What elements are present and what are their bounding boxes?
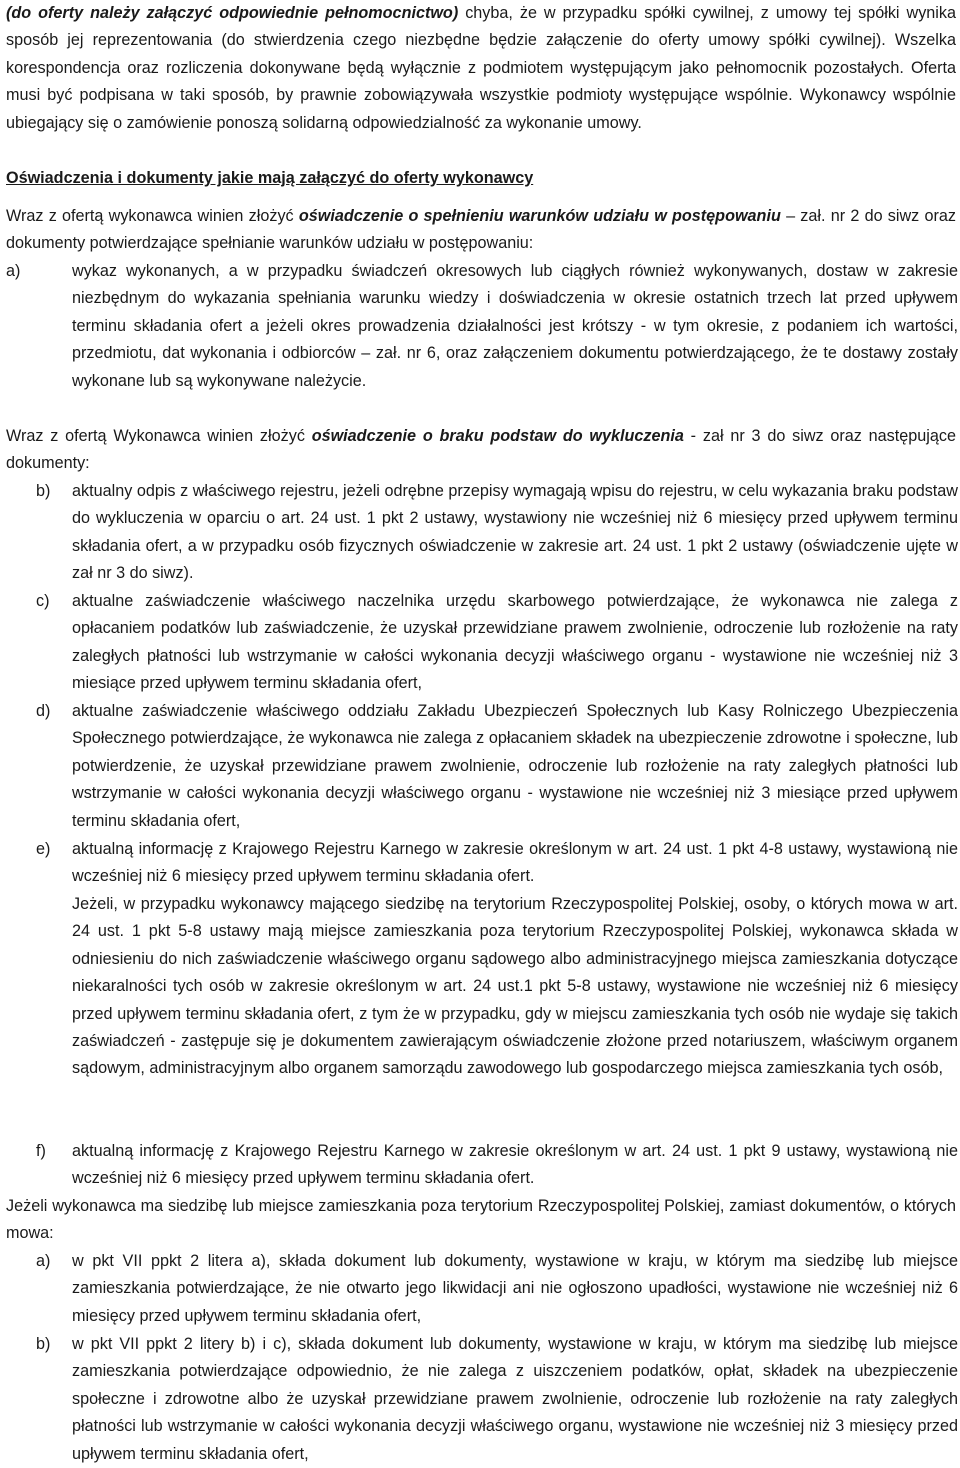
paragraph-conditions bbox=[6, 203, 956, 258]
list-marker-a2: a) bbox=[36, 1252, 51, 1270]
list-marker-a: a) bbox=[6, 262, 21, 280]
paragraph-conditions-emph: oświadczenie o spełnieniu warunków udziału w postępowaniu bbox=[298, 207, 781, 225]
paragraph-conditions-post: – zał. nr 2 do siwz oraz dokumenty potwierdzające spełnianie warunków udziału w postępowaniu: bbox=[6, 207, 956, 253]
list-note-e: Jeżeli, w przypadku wykonawcy mającego siedzibę na terytorium Rzeczypospolitej Polskiej, osoby, o których mowa w art. 24 ust. 1 pkt 5-8 ustawy mają miejsce zamieszkania poza terytorium Rzeczypospolitej Polskiej, wykonawca składa w odniesieniu do nich zaświadczenie właściwego organu sądowego albo administracyjnego miejsca zamieszkania dotyczące niekaralności tych osób w zakresie określonym w art. 24 ust.1 pkt 5-8 ustawy, wystawione nie wcześniej niż 6 miesięcy przed upływem terminu składania ofert, z tym że w przypadku, gdy w miejscu zamieszkania tych osób nie wydaje się takich zaświadczeń - zastępuje się je dokumentem zawierającym oświadczenie złożone przed notariuszem, właściwym organem sądowym, administracyjnym albo organem samorządu zawodowego lub gospodarczego miejsca zamieszkania tych osób, bbox=[72, 895, 958, 1078]
list-marker-b2: b) bbox=[36, 1335, 51, 1353]
paragraph-exclusion-post: - zał nr 3 do siwz oraz następujące dokumenty: bbox=[6, 427, 956, 473]
list-text-b: aktualny odpis z właściwego rejestru, jeżeli odrębne przepisy wymagają wpisu do rejestru, w celu wykazania braku podstaw do wykluczenia w oparciu o art. 24 ust. 1 pkt 2 ustawy, wystawiony nie wcześniej niż 6 miesięcy przed upływem terminu składania ofert, a w przypadku osób fizycznych oświadczenie w zakresie art. 24 ust. 1 pkt 2 ustawy (oświadczenie ujęte w zał nr 3 do siwz). bbox=[72, 482, 958, 583]
paragraph-exclusion-emph: oświadczenie o braku podstaw do wykluczenia bbox=[311, 427, 684, 445]
list-text-f: aktualną informację z Krajowego Rejestru Karnego w zakresie określonym w art. 24 ust. 1 pkt 9 ustawy, wystawioną nie wcześniej niż 6 miesięcy przed upływem terminu składania ofert. bbox=[72, 1142, 958, 1188]
paragraph-consortium-text: chyba, że w przypadku spółki cywilnej, z umowy tej spółki wynika sposób jej reprezentowania (do stwierdzenia czego niezbędne będzie załączenie do oferty umowy spółki cywilnej). Wszelka korespondencja oraz rozliczenia dokonywane będą wyłącznie z podmiotem występującym jako pełnomocnik pozostałych. Oferta musi być podpisana w taki sposób, by prawnie zobowiązywała wszystkie podmioty występujące wspólnie. Wykonawcy wspólnie ubiegający się o zamówienie ponoszą solidarną odpowiedzialność za wykonanie umowy. bbox=[6, 4, 956, 132]
paragraph-conditions-pre: Wraz z ofertą wykonawca winien złożyć bbox=[6, 207, 299, 225]
list-marker-c: c) bbox=[36, 592, 50, 610]
paragraph-exclusion-pre: Wraz z ofertą Wykonawca winien złożyć bbox=[6, 427, 312, 445]
list-text-a2: w pkt VII ppkt 2 litera a), składa dokument lub dokumenty, wystawione w kraju, w którym ma siedzibę lub miejsce zamieszkania potwierdzające, że nie otwarto jego likwidacji ani nie ogłoszono upadłości, wystawione nie wcześniej niż 6 miesięcy przed upływem terminu składania ofert, bbox=[72, 1252, 958, 1325]
list-text-d: aktualne zaświadczenie właściwego oddziału Zakładu Ubezpieczeń Społecznych lub Kasy Rolniczego Ubezpieczenia Społecznego potwierdzające, że wykonawca nie zalega z opłacaniem składek na ubezpieczenie zdrowotne i społeczne, lub potwierdzenie, że uzyskał przewidziane prawem zwolnienie, odroczenie lub rozłożenie na raty zaległych płatności lub wstrzymanie w całości wykonania decyzji właściwego organu - wystawione nie wcześniej niż 3 miesiące przed upływem terminu składania ofert, bbox=[72, 702, 958, 830]
list-text-c: aktualne zaświadczenie właściwego naczelnika urzędu skarbowego potwierdzające, że wykonawca nie zalega z opłacaniem podatków lub zaświadczenie, że uzyskał przewidziane prawem zwolnienie, odroczenie lub rozłożenie na raty zaległych płatności lub wstrzymanie w całości wykonania decyzji właściwego organu - wystawione nie wcześniej niż 3 miesiące przed upływem terminu składania ofert, bbox=[72, 592, 958, 693]
list-text-e: aktualną informację z Krajowego Rejestru Karnego w zakresie określonym w art. 24 ust. 1 pkt 4-8 ustawy, wystawioną nie wcześniej niż 6 miesięcy przed upływem terminu składania ofert. bbox=[72, 840, 958, 886]
section-heading: Oświadczenia i dokumenty jakie mają załączyć do oferty wykonawcy bbox=[6, 169, 534, 187]
list-marker-e: e) bbox=[36, 840, 51, 858]
list-text-a: wykaz wykonanych, a w przypadku świadczeń okresowych lub ciągłych również wykonywanych, dostaw w zakresie niezbędnym do wykazania spełniania warunku wiedzy i doświadczenia w okresie ostatnich trzech lat przed upływem terminu składania ofert a jeżeli okres prowadzenia działalności jest krótszy - w tym okresie, z podaniem ich wartości, przedmiotu, dat wykonania i odbiorców – zał. nr 6, oraz załączeniem dokumentu potwierdzającego, że te dostawy zostały wykonane lub są wykonywane należycie. bbox=[72, 262, 958, 390]
list-marker-d: d) bbox=[36, 702, 51, 720]
paragraph-consortium-lead: (do oferty należy załączyć odpowiednie pełnomocnictwo) bbox=[6, 4, 459, 22]
list-text-b2: w pkt VII ppkt 2 litery b) i c), składa dokument lub dokumenty, wystawione w kraju, w którym ma siedzibę lub miejsce zamieszkania potwierdzające odpowiednio, że nie zalega z uiszczeniem podatków, opłat, składek na ubezpieczenie społeczne i zdrowotne albo że uzyskał przewidziane prawem zwolnienie, odroczenie lub rozłożenie na raty zaległych płatności lub wstrzymanie w całości wykonania decyzji właściwego organu, wystawione nie wcześniej niż 3 miesięcy przed upływem terminu składania ofert, bbox=[72, 1335, 958, 1463]
paragraph-exclusion bbox=[6, 423, 956, 478]
paragraph-consortium bbox=[6, 0, 956, 137]
paragraph-foreign: Jeżeli wykonawca ma siedzibę lub miejsce zamieszkania poza terytorium Rzeczypospolitej Polskiej, zamiast dokumentów, o których mowa: bbox=[6, 1197, 956, 1243]
list-marker-f: f) bbox=[36, 1142, 46, 1160]
list-marker-b: b) bbox=[36, 482, 51, 500]
